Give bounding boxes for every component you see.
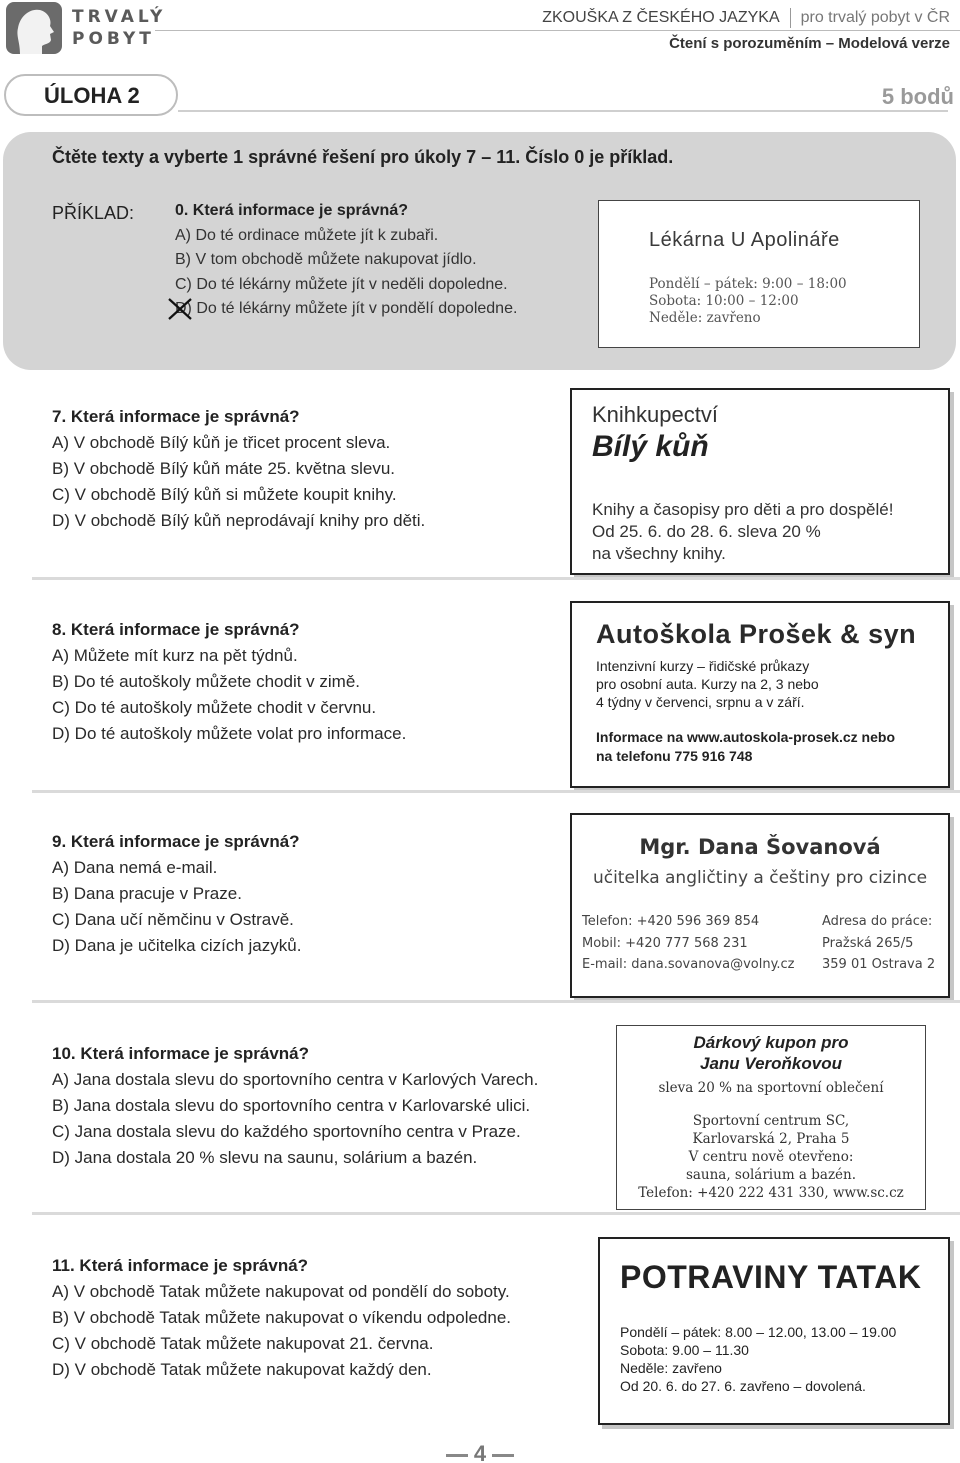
- question-7: [52, 404, 425, 534]
- question-7-option-d: D) V obchodě Bílý kůň neprodávají knihy pro děti.: [52, 511, 426, 530]
- ad-driving-school-line: 4 týdny v červenci, srpnu a v září.: [596, 694, 805, 710]
- ad-driving-school-info-line: Informace na www.autoskola-prosek.cz nebo: [596, 729, 895, 745]
- question-9-option-c: C) Dana učí němčinu v Ostravě.: [52, 910, 294, 929]
- question-8-option-d: D) Do té autoškoly můžete volat pro informace.: [52, 724, 407, 743]
- ad-pharmacy-line: Pondělí – pátek: 9:00 – 18:00: [649, 276, 847, 292]
- ad-gift-coupon-title: [617, 1032, 925, 1074]
- ad-driving-school-title: Autoškola Prošek & syn: [596, 619, 917, 649]
- ad-business-card-contact-line: E-mail: dana.sovanova@volny.cz: [582, 957, 795, 972]
- ad-grocery-title: POTRAVINY TATAK: [620, 1259, 922, 1295]
- question-10-option-d: D) Jana dostala 20 % slevu na saunu, solárium a bazén.: [52, 1148, 478, 1167]
- page-number-dash: [446, 1454, 468, 1457]
- ad-grocery-line: Sobota: 9.00 – 11.30: [620, 1342, 749, 1358]
- question-9-option-d: D) Dana je učitelka cizích jazyků.: [52, 936, 302, 955]
- question-7-option-b: B) V obchodě Bílý kůň máte 25. května slevu.: [52, 459, 396, 478]
- ad-pharmacy-line: Neděle: zavřeno: [649, 310, 761, 326]
- question-8-option-c: C) Do té autoškoly můžete chodit v červnu.: [52, 698, 377, 717]
- section-title: Čtení s porozuměním – Modelová verze: [669, 35, 950, 52]
- ad-pharmacy-line: Sobota: 10:00 – 12:00: [649, 293, 799, 309]
- ad-gift-coupon-line: sauna, solárium a bazén.: [685, 1167, 857, 1183]
- ad-business-card-contact-line: Telefon: +420 596 369 854: [582, 914, 760, 929]
- ad-grocery-line: Od 20. 6. do 27. 6. zavřeno – dovolená.: [620, 1378, 866, 1394]
- ad-bookstore: [570, 388, 950, 575]
- ad-gift-coupon-body: [617, 1112, 925, 1202]
- ad-business-card-address-line: Pražská 265/5: [822, 935, 914, 951]
- ad-gift-coupon-line: Karlovarská 2, Praha 5: [692, 1131, 850, 1147]
- ad-gift-coupon-discount: sleva 20 % na sportovní oblečení: [658, 1080, 884, 1096]
- question-7-text: 7. Která informace je správná?: [52, 407, 300, 426]
- page-number: [0, 1441, 960, 1463]
- example-question-block: [175, 199, 517, 322]
- question-11-option-a: A) V obchodě Tatak můžete nakupovat od pondělí do soboty.: [52, 1282, 510, 1301]
- ad-pharmacy-hours: [649, 276, 847, 327]
- ad-bookstore-body: [592, 499, 893, 565]
- ad-business-card-contact-line: Mobil: +420 777 568 231: [582, 935, 748, 951]
- question-11-option-b: B) V obchodě Tatak můžete nakupovat o víkendu odpoledne.: [52, 1308, 512, 1327]
- ad-bookstore-type: Knihkupectví: [592, 402, 718, 427]
- example-option-b: B) V tom obchodě můžete nakupovat jídlo.: [175, 251, 477, 268]
- ad-bookstore-line: Od 25. 6. do 28. 6. sleva 20 %: [592, 522, 821, 541]
- ad-business-card-name: Mgr. Dana Šovanová: [639, 835, 881, 859]
- logo-line2: POBYT: [72, 29, 155, 49]
- exam-subtitle: pro trvalý pobyt v ČR: [800, 9, 950, 27]
- question-10-option-c: C) Jana dostala slevu do každého sportovního centra v Praze.: [52, 1122, 521, 1141]
- page-number-value: 4: [473, 1441, 487, 1463]
- question-8-option-a: A) Můžete mít kurz na pět týdnů.: [52, 646, 298, 665]
- question-10-option-a: A) Jana dostala slevu do sportovního centra v Karlových Varech.: [52, 1070, 539, 1089]
- example-option-c: C) Do té lékárny můžete jít v neděli dopoledne.: [175, 275, 508, 293]
- example-label: PŘÍKLAD:: [52, 203, 135, 223]
- logo-text: [72, 6, 166, 50]
- question-7-option-a: A) V obchodě Bílý kůň je třicet procent sleva.: [52, 433, 391, 452]
- question-7-option-c: C) V obchodě Bílý kůň si můžete koupit knihy.: [52, 485, 397, 504]
- ad-driving-school-line: Intenzivní kurzy – řidičské průkazy: [596, 658, 810, 674]
- ad-gift-coupon-line: V centru nově otevřeno:: [688, 1149, 854, 1165]
- section-divider: [32, 790, 960, 793]
- header-titles: [542, 8, 950, 52]
- cross-mark-icon: [167, 297, 193, 321]
- ad-bookstore-name: Bílý kůň: [592, 430, 709, 463]
- logo: [6, 2, 167, 54]
- question-9-text: 9. Která informace je správná?: [52, 832, 300, 851]
- question-8-option-b: B) Do té autoškoly můžete chodit v zimě.: [52, 672, 361, 691]
- profile-head-logo-icon: [6, 2, 62, 54]
- ad-driving-school-body: [596, 657, 819, 711]
- task-bar: [0, 74, 960, 118]
- ad-gift-coupon-title-line: Dárkový kupon pro: [693, 1033, 849, 1052]
- ad-gift-coupon: [616, 1025, 926, 1210]
- ad-grocery-line: Neděle: zavřeno: [620, 1360, 722, 1376]
- question-9: [52, 829, 301, 959]
- question-11-option-c: C) V obchodě Tatak můžete nakupovat 21. června.: [52, 1334, 434, 1353]
- question-10: [52, 1041, 538, 1171]
- example-question: 0. Která informace je správná?: [175, 202, 408, 219]
- question-9-option-a: A) Dana nemá e-mail.: [52, 858, 218, 877]
- ad-gift-coupon-title-line: Janu Veroňkovou: [699, 1054, 842, 1073]
- question-11: [52, 1253, 511, 1383]
- ad-business-card: [570, 813, 950, 998]
- example-option-d-text: D) Do té lékárny můžete jít v pondělí dopoledne.: [175, 300, 518, 317]
- instructions: Čtěte texty a vyberte 1 správné řešení pro úkoly 7 – 11. Číslo 0 je příklad.: [52, 147, 674, 167]
- section-divider: [32, 1000, 960, 1003]
- section-divider: [32, 577, 960, 580]
- ad-pharmacy: [598, 200, 920, 348]
- ad-business-card-contacts: [582, 911, 795, 976]
- page-number-dash: [492, 1454, 514, 1457]
- section-divider: [32, 1212, 960, 1215]
- task-points: 5 bodů: [881, 84, 954, 109]
- ad-business-card-role: učitelka angličtiny a češtiny pro cizince: [592, 868, 928, 888]
- ad-driving-school-info-line: na telefonu 775 916 748: [596, 747, 753, 764]
- example-option-d: [175, 297, 517, 322]
- question-9-option-b: B) Dana pracuje v Praze.: [52, 884, 242, 903]
- question-8: [52, 617, 406, 747]
- ad-bookstore-line: na všechny knihy.: [592, 544, 726, 563]
- question-11-text: 11. Která informace je správná?: [52, 1256, 309, 1275]
- ad-driving-school: [570, 601, 950, 788]
- logo-line1: TRVALÝ: [72, 7, 167, 27]
- ad-grocery: [598, 1237, 950, 1425]
- question-11-option-d: D) V obchodě Tatak můžete nakupovat každý den.: [52, 1360, 432, 1379]
- ad-grocery-line: Pondělí – pátek: 8.00 – 12.00, 13.00 – 19.00: [620, 1324, 897, 1340]
- task-label: ÚLOHA 2: [4, 74, 178, 116]
- ad-gift-coupon-line: Sportovní centrum SC,: [692, 1113, 850, 1129]
- ad-bookstore-line: Knihy a časopisy pro děti a pro dospělé!: [592, 500, 894, 519]
- ad-business-card-address-line: Adresa do práce:: [822, 914, 933, 929]
- ad-driving-school-line: pro osobní auta. Kurzy na 2, 3 nebo: [596, 676, 819, 692]
- example-option-a: A) Do té ordinace můžete jít k zubaři.: [175, 226, 439, 244]
- ad-pharmacy-title: Lékárna U Apolináře: [649, 229, 840, 251]
- question-8-text: 8. Která informace je správná?: [52, 620, 300, 639]
- ad-grocery-hours: [620, 1323, 896, 1395]
- ad-business-card-address: [822, 911, 935, 976]
- question-10-text: 10. Která informace je správná?: [52, 1044, 310, 1063]
- ad-business-card-address-line: 359 01 Ostrava 2: [822, 957, 936, 972]
- ad-gift-coupon-line: Telefon: +420 222 431 330, www.sc.cz: [638, 1185, 904, 1201]
- title-separator: [790, 8, 791, 28]
- exam-title: ZKOUŠKA Z ČESKÉHO JAZYKA: [542, 9, 780, 27]
- ad-driving-school-info: [596, 728, 895, 765]
- task-line: [178, 110, 948, 112]
- question-10-option-b: B) Jana dostala slevu do sportovního centra v Karlovarské ulici.: [52, 1096, 531, 1115]
